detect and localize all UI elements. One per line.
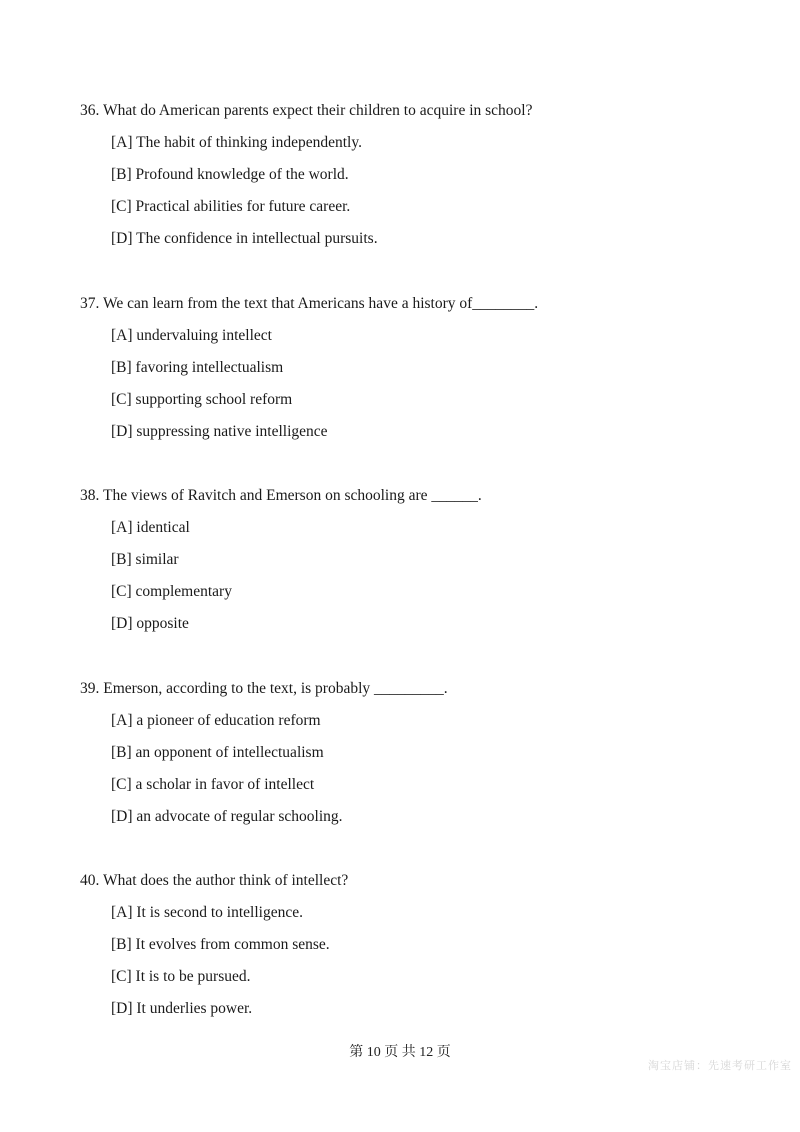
option-a: [A] The habit of thinking independently. — [111, 134, 362, 151]
option-c: [C] supporting school reform — [111, 391, 293, 408]
option-d: [D] The confidence in intellectual pursuits. — [111, 230, 378, 247]
option-d: [D] suppressing native intelligence — [111, 423, 328, 440]
question-40 — [80, 870, 760, 1020]
option-d: [D] an advocate of regular schooling. — [111, 808, 343, 825]
page-number: 第 10 页 共 12 页 — [349, 1045, 451, 1060]
question-stem: 39. Emerson, according to the text, is probably _________. — [80, 680, 448, 697]
question-stem: 40. What does the author think of intellect? — [80, 872, 349, 889]
question-37 — [80, 293, 760, 443]
option-a: [A] a pioneer of education reform — [111, 712, 321, 729]
question-38 — [80, 485, 760, 635]
option-b: [B] an opponent of intellectualism — [111, 744, 324, 761]
option-b: [B] similar — [111, 551, 179, 568]
option-d: [D] opposite — [111, 615, 189, 632]
option-b: [B] It evolves from common sense. — [111, 936, 330, 953]
question-stem: 38. The views of Ravitch and Emerson on schooling are ______. — [80, 487, 482, 504]
option-b: [B] Profound knowledge of the world. — [111, 166, 349, 183]
option-c: [C] It is to be pursued. — [111, 968, 251, 985]
option-a: [A] undervaluing intellect — [111, 327, 272, 344]
option-a: [A] identical — [111, 519, 190, 536]
option-c: [C] complementary — [111, 583, 232, 600]
option-d: [D] It underlies power. — [111, 1000, 253, 1017]
watermark: 淘宝店铺：先速考研工作室 — [648, 1059, 792, 1072]
question-stem: 37. We can learn from the text that Americans have a history of________. — [80, 295, 539, 312]
option-b: [B] favoring intellectualism — [111, 359, 284, 376]
option-a: [A] It is second to intelligence. — [111, 904, 303, 921]
option-c: [C] a scholar in favor of intellect — [111, 776, 315, 793]
option-c: [C] Practical abilities for future career. — [111, 198, 351, 215]
question-36 — [80, 100, 760, 250]
question-stem: 36. What do American parents expect their children to acquire in school? — [80, 102, 533, 119]
question-39 — [80, 678, 760, 828]
